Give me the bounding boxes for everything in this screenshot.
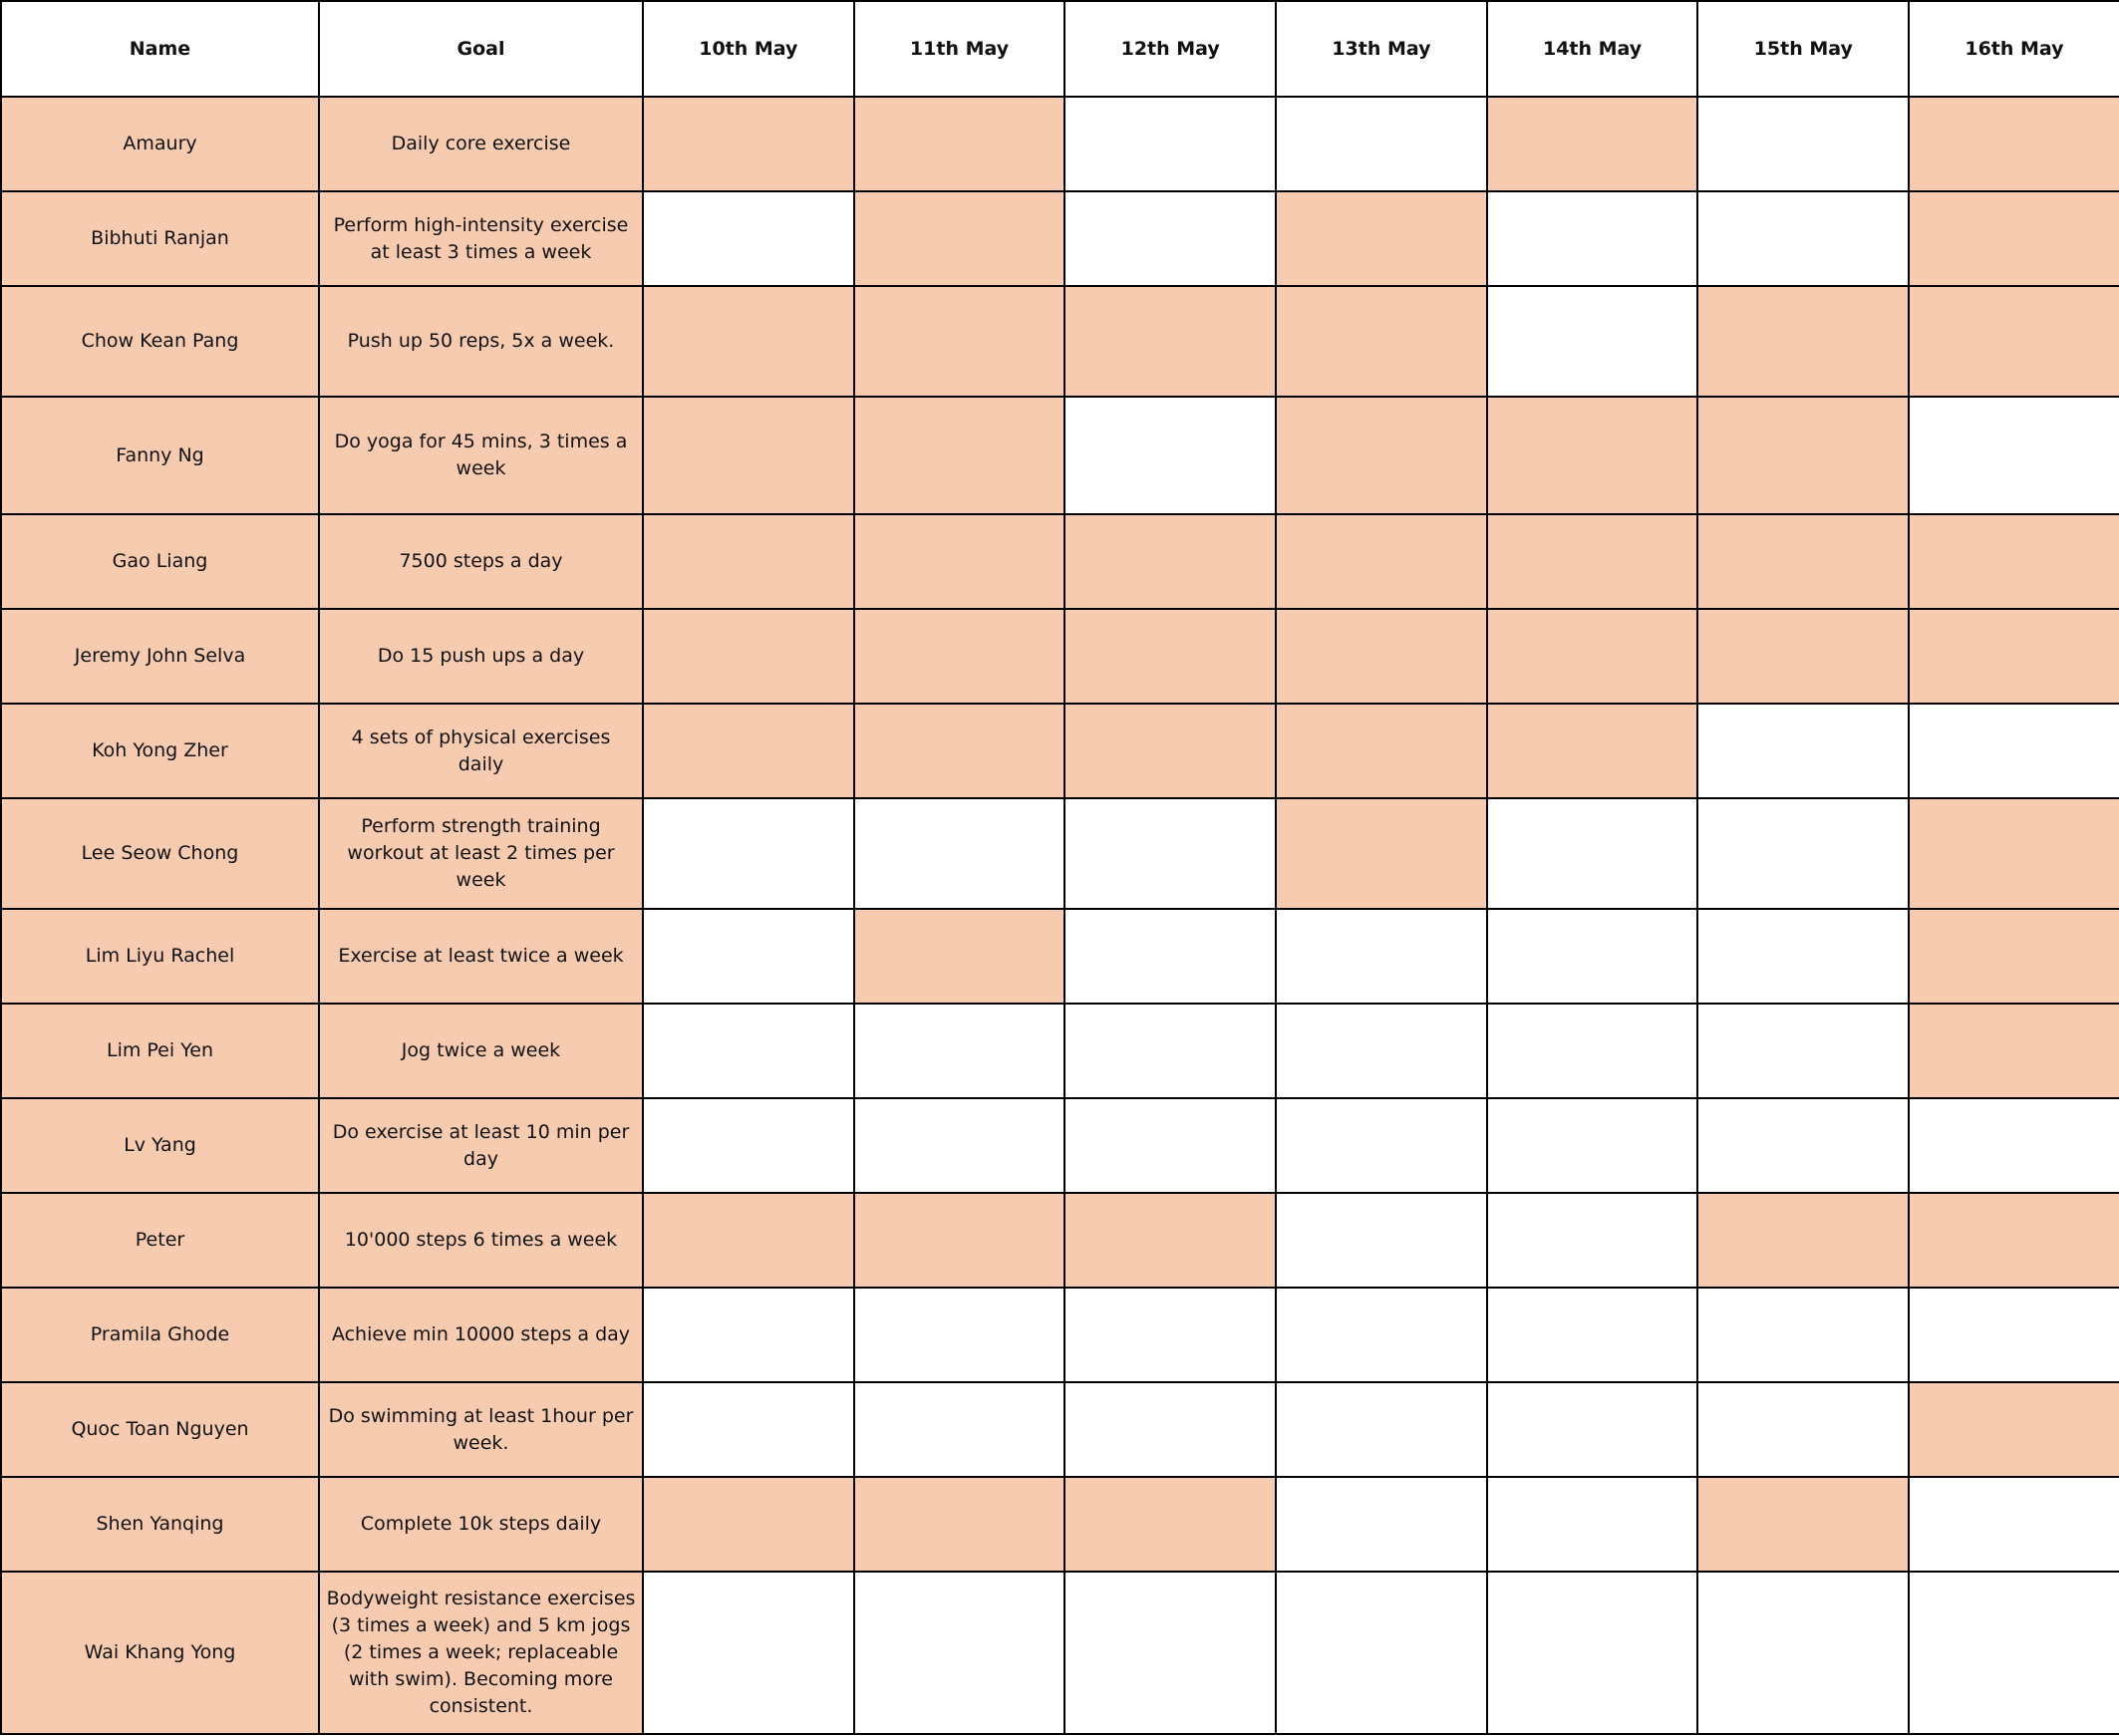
participant-name: Amaury	[1, 97, 319, 191]
day-cell-completed	[1064, 1193, 1276, 1288]
day-cell-empty	[1909, 1288, 2119, 1382]
day-cell-empty	[1697, 1098, 1909, 1193]
participant-goal: Exercise at least twice a week	[319, 909, 643, 1004]
table-row	[1, 1382, 2119, 1477]
day-cell-completed	[854, 1193, 1065, 1288]
day-cell-empty	[1487, 1572, 1698, 1734]
participant-goal: Do yoga for 45 mins, 3 times a week	[319, 397, 643, 514]
day-cell-completed	[854, 609, 1065, 704]
day-cell-empty	[1697, 1288, 1909, 1382]
day-cell-completed	[643, 1477, 854, 1572]
day-cell-empty	[1064, 1572, 1276, 1734]
participant-goal: 7500 steps a day	[319, 514, 643, 609]
participant-goal: Do exercise at least 10 min per day	[319, 1098, 643, 1193]
day-cell-empty	[1697, 798, 1909, 909]
day-cell-empty	[854, 1098, 1065, 1193]
participant-name: Bibhuti Ranjan	[1, 191, 319, 286]
day-cell-empty	[1276, 1098, 1487, 1193]
table-row	[1, 1193, 2119, 1288]
day-cell-empty	[1909, 397, 2119, 514]
day-cell-completed	[643, 286, 854, 397]
day-cell-empty	[1697, 909, 1909, 1004]
day-cell-completed	[1909, 286, 2119, 397]
table-row	[1, 798, 2119, 909]
day-cell-completed	[643, 1193, 854, 1288]
table-row	[1, 909, 2119, 1004]
day-cell-completed	[643, 514, 854, 609]
day-cell-completed	[854, 286, 1065, 397]
day-cell-completed	[1276, 704, 1487, 798]
day-cell-completed	[643, 704, 854, 798]
participant-name: Lv Yang	[1, 1098, 319, 1193]
day-cell-completed	[854, 97, 1065, 191]
day-cell-completed	[1487, 514, 1698, 609]
table-row	[1, 1572, 2119, 1734]
participant-name: Lee Seow Chong	[1, 798, 319, 909]
day-cell-empty	[1064, 191, 1276, 286]
day-cell-empty	[1487, 1193, 1698, 1288]
participant-goal: Complete 10k steps daily	[319, 1477, 643, 1572]
day-cell-completed	[1064, 514, 1276, 609]
header-day-14: 14th May	[1487, 1, 1698, 97]
day-cell-completed	[1909, 97, 2119, 191]
table-row	[1, 1004, 2119, 1098]
day-cell-completed	[854, 1477, 1065, 1572]
participant-goal: Push up 50 reps, 5x a week.	[319, 286, 643, 397]
day-cell-empty	[643, 1382, 854, 1477]
table-row	[1, 191, 2119, 286]
day-cell-completed	[1909, 798, 2119, 909]
day-cell-empty	[643, 909, 854, 1004]
day-cell-completed	[1909, 1193, 2119, 1288]
table-row	[1, 609, 2119, 704]
day-cell-empty	[1697, 1572, 1909, 1734]
day-cell-completed	[1064, 609, 1276, 704]
day-cell-empty	[1276, 1382, 1487, 1477]
day-cell-empty	[1064, 397, 1276, 514]
day-cell-completed	[1697, 514, 1909, 609]
day-cell-empty	[1487, 286, 1698, 397]
day-cell-empty	[1697, 97, 1909, 191]
day-cell-empty	[1909, 1572, 2119, 1734]
day-cell-completed	[1276, 514, 1487, 609]
participant-goal: Perform high-intensity exercise at least 3 times a week	[319, 191, 643, 286]
day-cell-empty	[1697, 1382, 1909, 1477]
header-day-10: 10th May	[643, 1, 854, 97]
day-cell-completed	[1487, 397, 1698, 514]
day-cell-empty	[1487, 1288, 1698, 1382]
header-row	[1, 1, 2119, 97]
day-cell-empty	[1909, 704, 2119, 798]
day-cell-completed	[643, 97, 854, 191]
day-cell-completed	[854, 704, 1065, 798]
header-day-15: 15th May	[1697, 1, 1909, 97]
day-cell-completed	[1909, 514, 2119, 609]
day-cell-completed	[1064, 286, 1276, 397]
participant-goal: Perform strength training workout at least 2 times per week	[319, 798, 643, 909]
participant-goal: Do swimming at least 1hour per week.	[319, 1382, 643, 1477]
day-cell-completed	[1276, 191, 1487, 286]
day-cell-empty	[643, 191, 854, 286]
day-cell-completed	[1697, 1477, 1909, 1572]
day-cell-empty	[1487, 191, 1698, 286]
day-cell-empty	[1697, 191, 1909, 286]
day-cell-empty	[1487, 1004, 1698, 1098]
day-cell-empty	[1487, 909, 1698, 1004]
day-cell-empty	[1064, 909, 1276, 1004]
day-cell-empty	[643, 1288, 854, 1382]
participant-name: Koh Yong Zher	[1, 704, 319, 798]
day-cell-empty	[854, 1004, 1065, 1098]
day-cell-empty	[854, 1572, 1065, 1734]
day-cell-empty	[1909, 1477, 2119, 1572]
day-cell-completed	[854, 397, 1065, 514]
participant-name: Jeremy John Selva	[1, 609, 319, 704]
day-cell-empty	[643, 1098, 854, 1193]
day-cell-empty	[1064, 1004, 1276, 1098]
participant-goal: Jog twice a week	[319, 1004, 643, 1098]
day-cell-completed	[1487, 609, 1698, 704]
participant-goal: Achieve min 10000 steps a day	[319, 1288, 643, 1382]
day-cell-empty	[1276, 1288, 1487, 1382]
day-cell-empty	[1276, 1477, 1487, 1572]
day-cell-completed	[1064, 704, 1276, 798]
day-cell-empty	[854, 1382, 1065, 1477]
table-row	[1, 1098, 2119, 1193]
day-cell-completed	[1276, 609, 1487, 704]
day-cell-completed	[1487, 704, 1698, 798]
day-cell-completed	[1276, 286, 1487, 397]
day-cell-empty	[1064, 1382, 1276, 1477]
header-name: Name	[1, 1, 319, 97]
participant-name: Wai Khang Yong	[1, 1572, 319, 1734]
participant-name: Peter	[1, 1193, 319, 1288]
day-cell-completed	[1909, 609, 2119, 704]
day-cell-completed	[1697, 286, 1909, 397]
day-cell-empty	[1064, 1098, 1276, 1193]
participant-name: Gao Liang	[1, 514, 319, 609]
participant-name: Quoc Toan Nguyen	[1, 1382, 319, 1477]
header-goal: Goal	[319, 1, 643, 97]
table-row	[1, 1288, 2119, 1382]
day-cell-empty	[1064, 97, 1276, 191]
day-cell-completed	[1909, 191, 2119, 286]
day-cell-empty	[854, 798, 1065, 909]
day-cell-completed	[1909, 1004, 2119, 1098]
day-cell-empty	[1276, 1004, 1487, 1098]
participant-name: Lim Pei Yen	[1, 1004, 319, 1098]
table-row	[1, 1477, 2119, 1572]
day-cell-empty	[1487, 798, 1698, 909]
header-day-11: 11th May	[854, 1, 1065, 97]
day-cell-empty	[643, 798, 854, 909]
day-cell-completed	[854, 191, 1065, 286]
day-cell-completed	[1697, 397, 1909, 514]
table-row	[1, 704, 2119, 798]
table-body	[1, 97, 2119, 1734]
day-cell-empty	[643, 1004, 854, 1098]
participant-name: Lim Liyu Rachel	[1, 909, 319, 1004]
header-day-16: 16th May	[1909, 1, 2119, 97]
participant-goal: Do 15 push ups a day	[319, 609, 643, 704]
participant-name: Chow Kean Pang	[1, 286, 319, 397]
day-cell-empty	[1697, 1004, 1909, 1098]
day-cell-completed	[1276, 397, 1487, 514]
participant-goal: 4 sets of physical exercises daily	[319, 704, 643, 798]
day-cell-empty	[854, 1288, 1065, 1382]
participant-name: Pramila Ghode	[1, 1288, 319, 1382]
participant-goal: Daily core exercise	[319, 97, 643, 191]
table-row	[1, 286, 2119, 397]
day-cell-completed	[1276, 798, 1487, 909]
participant-name: Shen Yanqing	[1, 1477, 319, 1572]
day-cell-empty	[1487, 1382, 1698, 1477]
day-cell-empty	[1064, 798, 1276, 909]
day-cell-empty	[1697, 704, 1909, 798]
day-cell-completed	[1909, 1382, 2119, 1477]
day-cell-completed	[854, 514, 1065, 609]
participant-goal: 10'000 steps 6 times a week	[319, 1193, 643, 1288]
day-cell-empty	[1909, 1098, 2119, 1193]
day-cell-completed	[1697, 1193, 1909, 1288]
day-cell-completed	[1697, 609, 1909, 704]
day-cell-empty	[1064, 1288, 1276, 1382]
day-cell-completed	[854, 909, 1065, 1004]
participant-goal: Bodyweight resistance exercises (3 times a week) and 5 km jogs (2 times a week; replaceable with swim). Becoming more consistent.	[319, 1572, 643, 1734]
day-cell-empty	[1276, 97, 1487, 191]
day-cell-completed	[1909, 909, 2119, 1004]
table-row	[1, 97, 2119, 191]
day-cell-empty	[1487, 1477, 1698, 1572]
day-cell-empty	[1276, 909, 1487, 1004]
day-cell-empty	[1276, 1572, 1487, 1734]
day-cell-completed	[1064, 1477, 1276, 1572]
day-cell-completed	[643, 609, 854, 704]
table-row	[1, 514, 2119, 609]
header-day-13: 13th May	[1276, 1, 1487, 97]
day-cell-completed	[643, 397, 854, 514]
day-cell-empty	[1276, 1193, 1487, 1288]
participant-name: Fanny Ng	[1, 397, 319, 514]
day-cell-completed	[1487, 97, 1698, 191]
table-row	[1, 397, 2119, 514]
day-cell-empty	[1487, 1098, 1698, 1193]
header-day-12: 12th May	[1064, 1, 1276, 97]
day-cell-empty	[643, 1572, 854, 1734]
